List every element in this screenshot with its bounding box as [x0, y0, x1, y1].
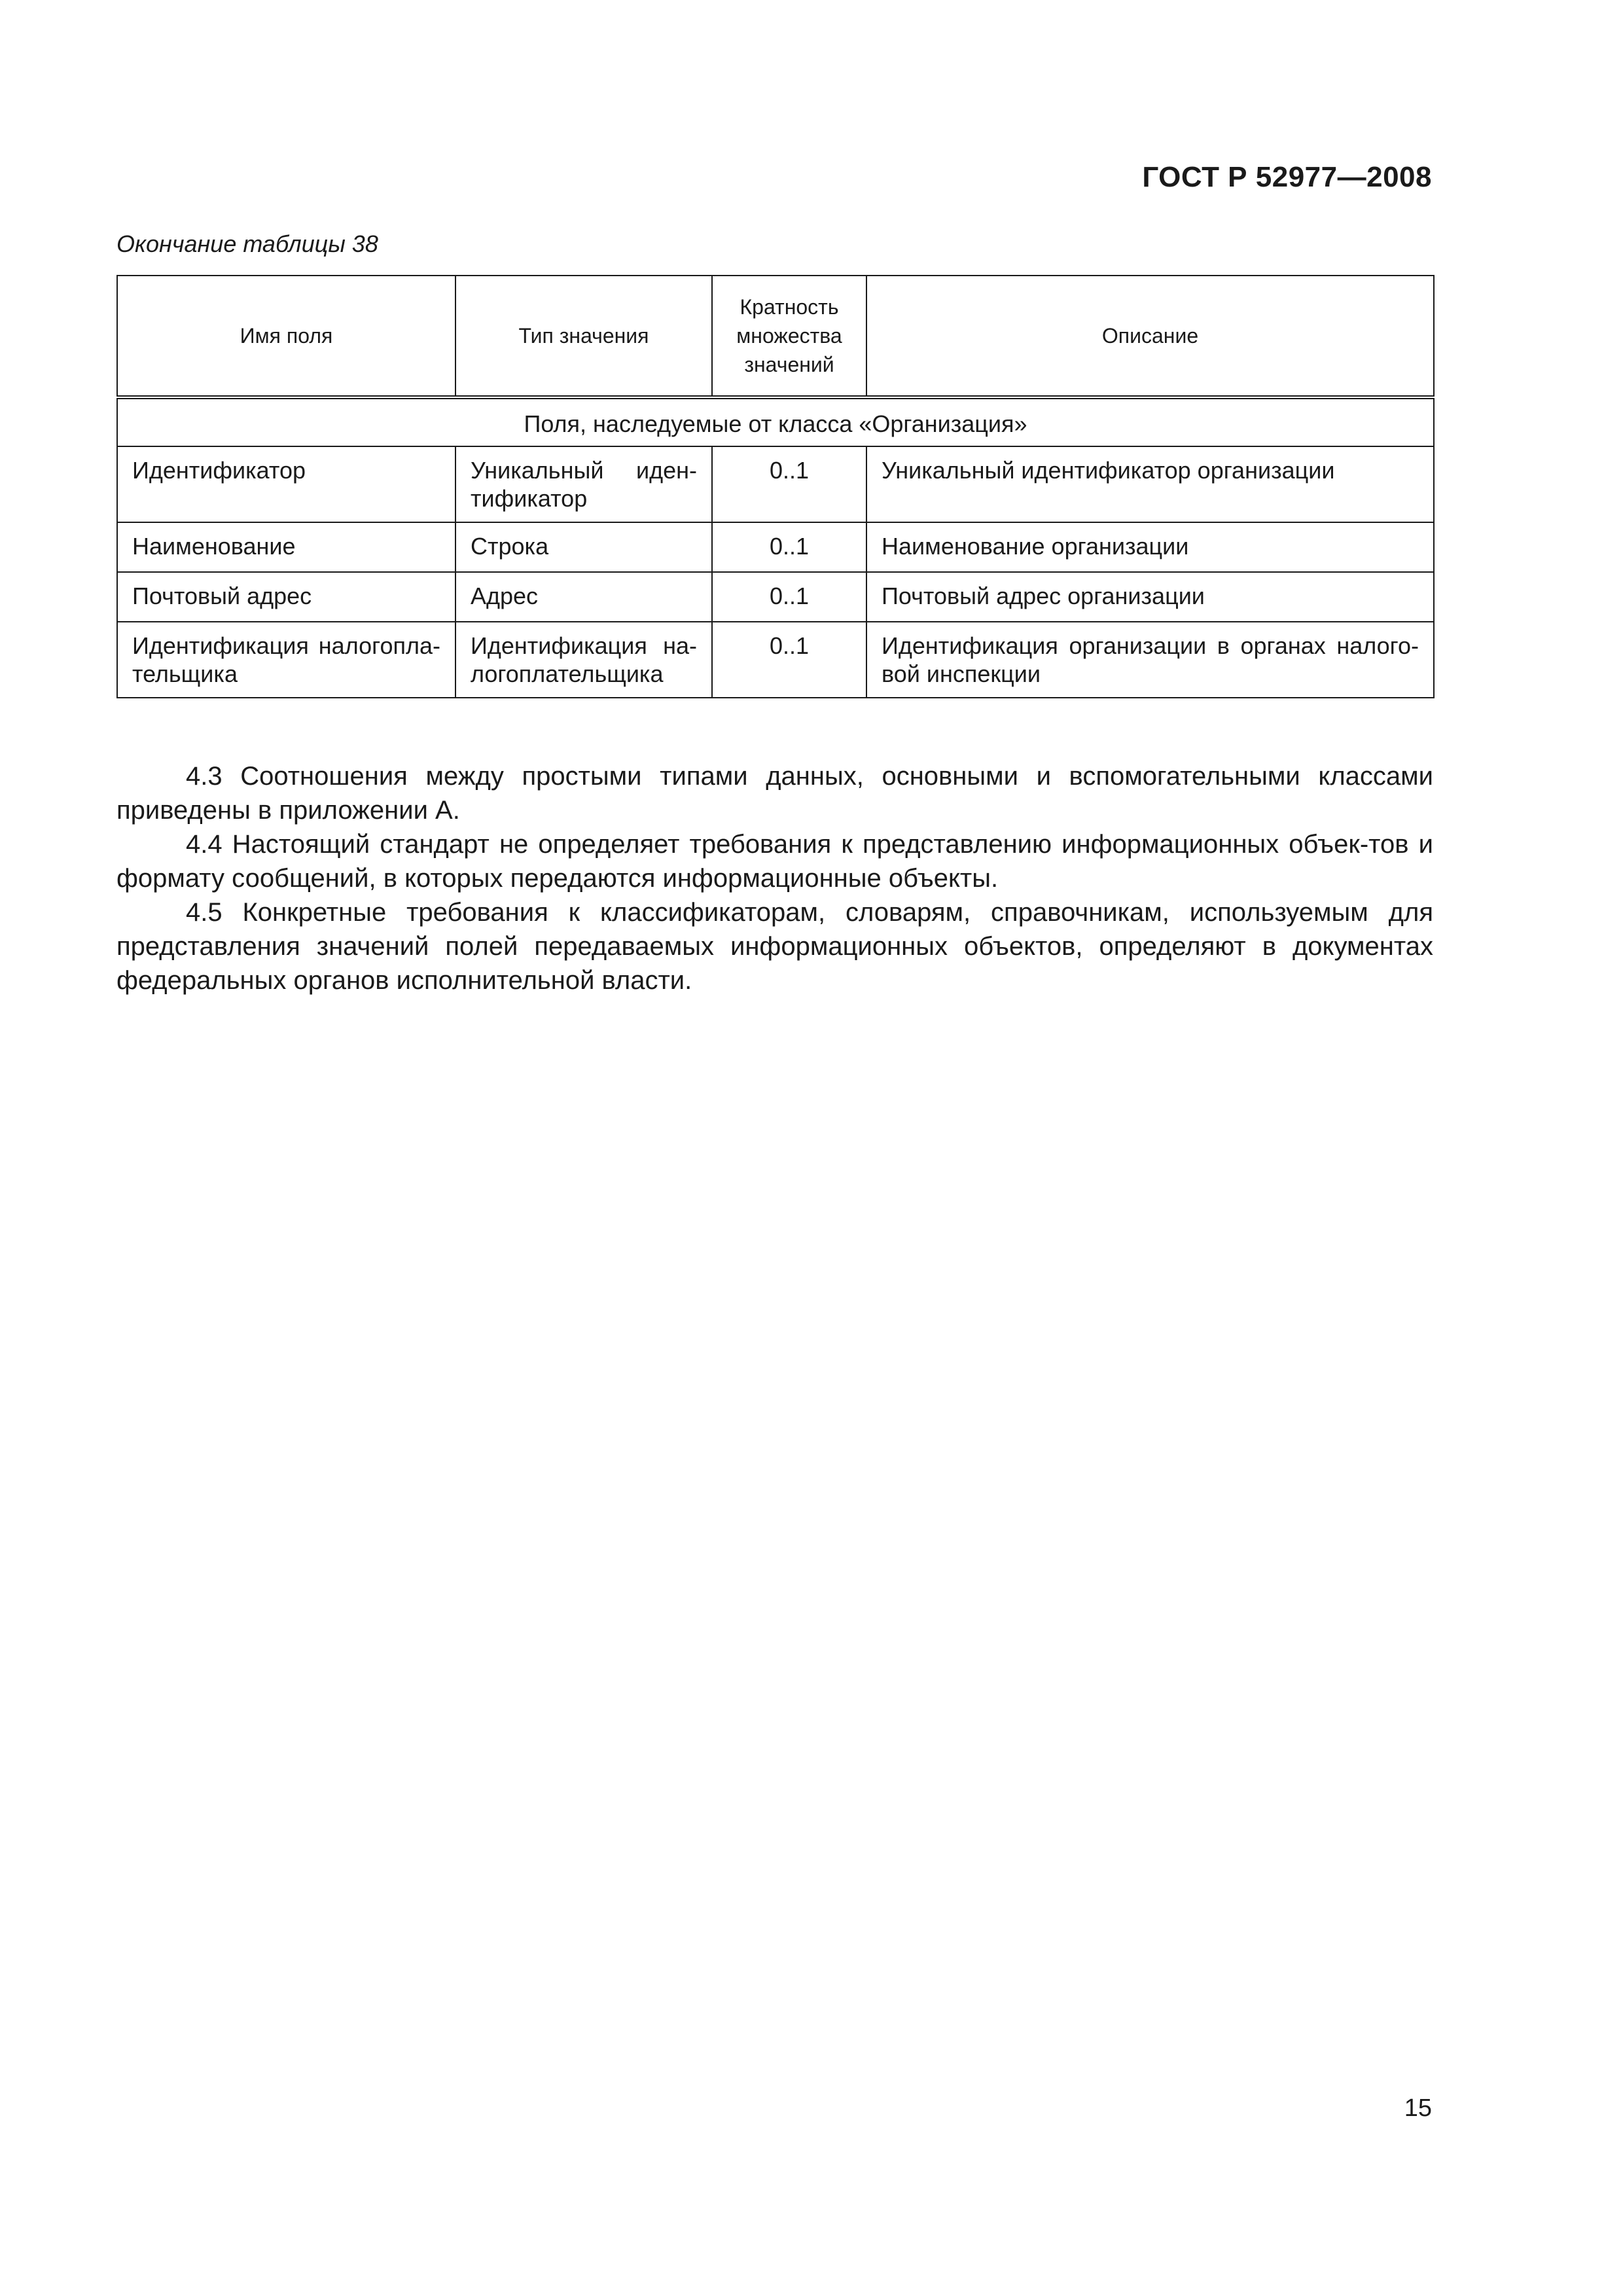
cell-description: Наименование организации [866, 522, 1434, 572]
fields-table [116, 275, 1435, 698]
paragraph-4-3: 4.3 Соотношения между простыми типами данных, основными и вспомогательными классами приведены в приложении А. [116, 762, 1433, 825]
paragraph-4-5: 4.5 Конкретные требования к классификаторам, словарям, справочникам, используемым для представления значений полей передаваемых информационных объектов, определяют в документах федеральных органов исполнительной власти. [116, 898, 1433, 995]
table-row [117, 446, 1434, 522]
cell-description: Уникальный идентификатор организации [866, 446, 1434, 522]
column-header-multiplicity: Кратность множества значений [712, 276, 866, 397]
table-row [117, 622, 1434, 698]
cell-multiplicity: 0..1 [712, 446, 866, 522]
table-row [117, 522, 1434, 572]
cell-multiplicity: 0..1 [712, 522, 866, 572]
body-text [116, 759, 1433, 997]
table-header-row [117, 276, 1434, 397]
cell-multiplicity: 0..1 [712, 572, 866, 622]
column-header-field-name: Имя поля [117, 276, 455, 397]
document-code: ГОСТ Р 52977—2008 [1142, 161, 1432, 193]
table-row [117, 572, 1434, 622]
cell-description: Идентификация организации в органах налого-вой инспекции [866, 622, 1434, 698]
cell-field-name: Почтовый адрес [117, 572, 455, 622]
column-header-value-type: Тип значения [455, 276, 712, 397]
cell-multiplicity: 0..1 [712, 622, 866, 698]
table-caption: Окончание таблицы 38 [116, 230, 378, 257]
cell-field-name: Наименование [117, 522, 455, 572]
paragraph-4-4: 4.4 Настоящий стандарт не определяет требования к представлению информационных объек-тов и формату сообщений, в которых передаются информационные объекты. [116, 830, 1433, 893]
cell-value-type: Адрес [455, 572, 712, 622]
cell-value-type: Строка [455, 522, 712, 572]
table-section-row [117, 397, 1434, 446]
column-header-description: Описание [866, 276, 1434, 397]
cell-value-type: Идентификация на-логоплательщика [455, 622, 712, 698]
cell-field-name: Идентификация налогопла-тельщика [117, 622, 455, 698]
section-label: Поля, наследуемые от класса «Организация» [117, 397, 1434, 446]
cell-value-type: Уникальный иден-тификатор [455, 446, 712, 522]
page-number: 15 [1404, 2094, 1432, 2122]
cell-field-name: Идентификатор [117, 446, 455, 522]
cell-description: Почтовый адрес организации [866, 572, 1434, 622]
